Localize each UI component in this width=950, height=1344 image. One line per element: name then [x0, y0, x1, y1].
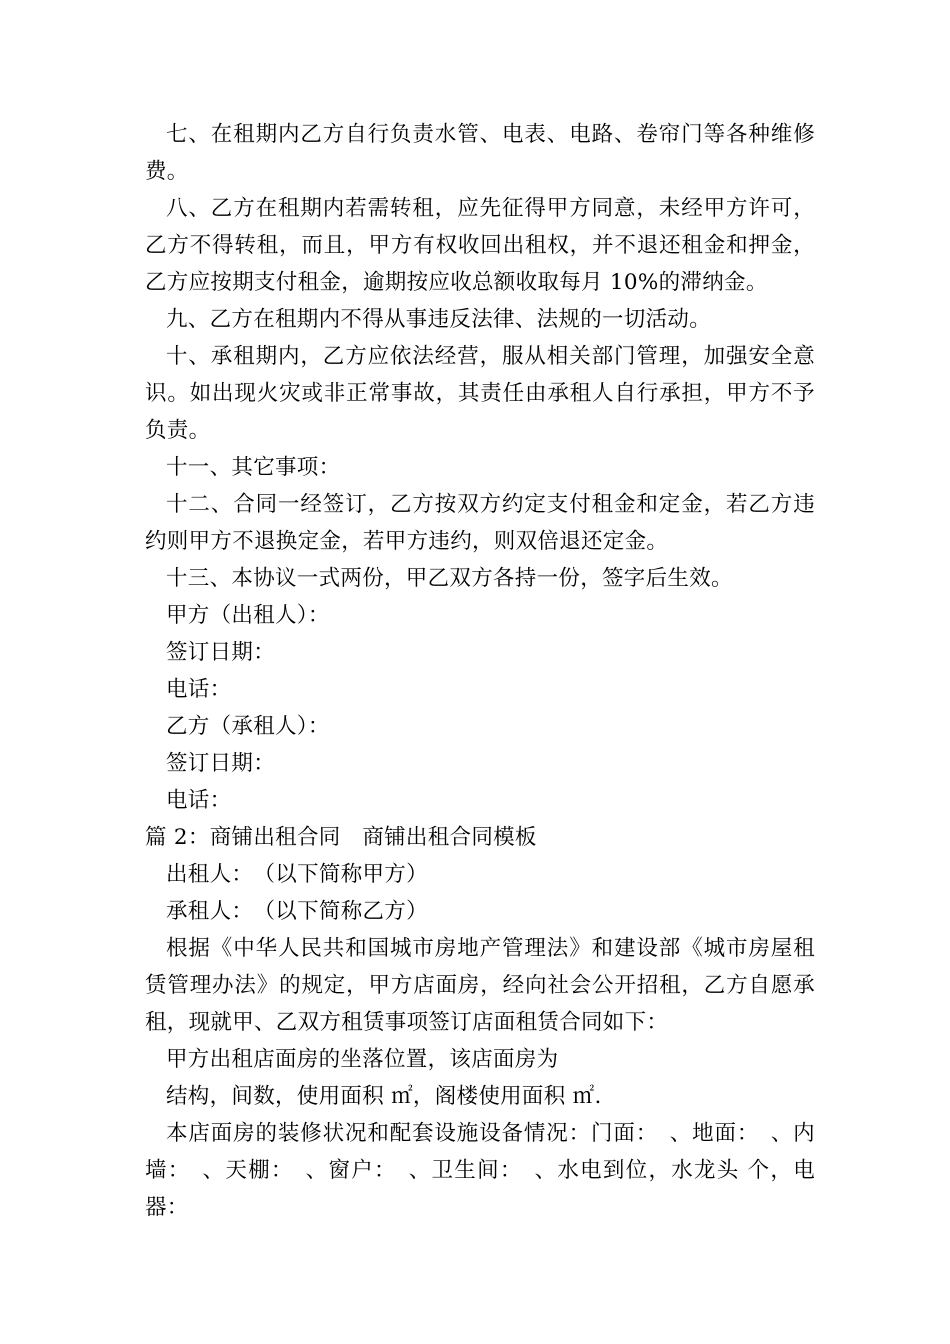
party-b-phone: 电话： — [166, 788, 232, 813]
section-heading: 篇 2：商铺出租合同 商铺出租合同模板 — [145, 825, 537, 850]
clause-12: 十二、合同一经签订，乙方按双方约定支付租金和定金，若乙方违约则甲方不退换定金，若甲方违约，则双倍退还定金。 — [145, 492, 815, 554]
location-paragraph: 甲方出租店面房的坐落位置，该店面房为 — [166, 1047, 559, 1072]
clause-13: 十三、本协议一式两份，甲乙双方各持一份，签字后生效。 — [166, 566, 733, 591]
party-a-sign-date: 签订日期： — [166, 640, 276, 665]
clause-10: 十、承租期内，乙方应依法经营，服从相关部门管理，加强安全意识。如出现火灾或非正常事故，其责任由承租人自行承担，甲方不予负责。 — [145, 344, 815, 443]
clause-7: 七、在租期内乙方自行负责水管、电表、电路、卷帘门等各种维修费。 — [145, 122, 815, 184]
clause-9: 九、乙方在租期内不得从事违反法律、法规的一切活动。 — [166, 307, 712, 332]
structure-paragraph: 结构，间数，使用面积 ㎡，阁楼使用面积 ㎡. — [166, 1084, 602, 1109]
party-b-label: 乙方（承租人）： — [166, 714, 330, 739]
legal-basis-paragraph: 根据《中华人民共和国城市房地产管理法》和建设部《城市房屋租赁管理办法》的规定，甲方店面房，经向社会公开招租，乙方自愿承租，现就甲、乙双方租赁事项签订店面租赁合同如下： — [145, 936, 815, 1035]
lessee-label: 承租人： （以下简称乙方） — [166, 899, 428, 924]
party-a-phone: 电话： — [166, 677, 232, 702]
lessor-label: 出租人： （以下简称甲方） — [166, 862, 428, 887]
clause-8: 八、乙方在租期内若需转租，应先征得甲方同意，未经甲方许可，乙方不得转租，而且，甲方有权收回出租权，并不退还租金和押金，乙方应按期支付租金，逾期按应收总额收取每月 10%的滞纳金。 — [145, 196, 815, 295]
document-page — [145, 116, 815, 1226]
party-b-sign-date: 签订日期： — [166, 751, 276, 776]
clause-11: 十一、其它事项： — [166, 455, 341, 480]
facilities-paragraph: 本店面房的装修状况和配套设施设备情况：门面： 、地面： 、内墙： 、天棚： 、窗户： 、卫生间： 、水电到位，水龙头 个，电器： — [145, 1121, 815, 1220]
party-a-label: 甲方（出租人）： — [166, 603, 330, 628]
